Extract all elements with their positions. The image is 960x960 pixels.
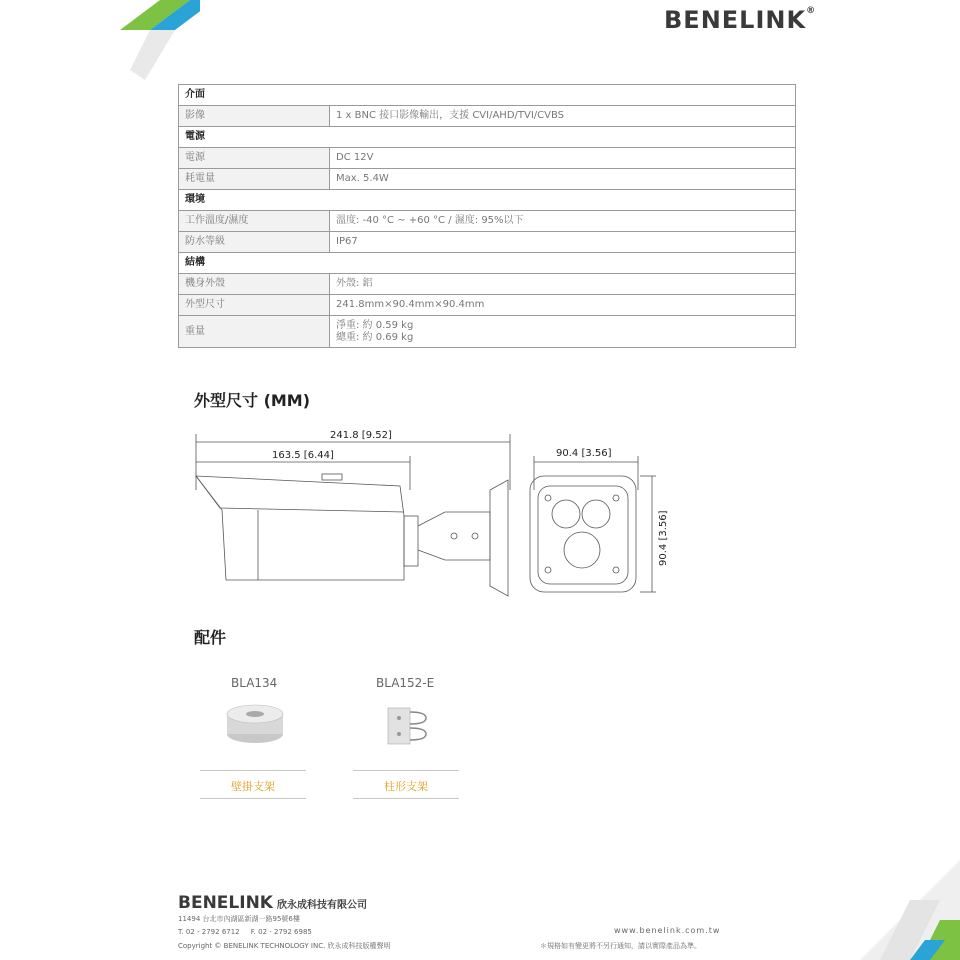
spec-key: 重量 (179, 316, 330, 348)
width-label: 90.4 [3.56] (556, 448, 612, 459)
accessory-name: 壁掛支架 (231, 780, 275, 793)
wall-mount-bracket-image (222, 700, 288, 746)
spec-key: 電源 (179, 148, 330, 169)
corner-decoration-bottom (800, 860, 960, 960)
height-label: 90.4 [3.56] (658, 510, 669, 566)
spec-row (179, 274, 796, 295)
spec-key: 防水等級 (179, 232, 330, 253)
spec-row (179, 169, 796, 190)
spec-section-title: 電源 (179, 127, 796, 148)
corner-decoration-top (0, 0, 200, 80)
footer-website: www.benelink.com.tw (614, 926, 721, 935)
spec-section-row (179, 253, 796, 274)
divider (353, 798, 459, 799)
accessory-model: BLA134 (231, 676, 278, 690)
spec-section-title: 介面 (179, 85, 796, 106)
divider (353, 770, 459, 771)
dimension-drawing (190, 420, 690, 610)
spec-value: 241.8mm×90.4mm×90.4mm (330, 295, 796, 316)
gross-weight: 總重: 約 0.69 kg (336, 331, 414, 343)
spec-value (330, 316, 796, 348)
accessory-name: 柱形支架 (384, 780, 428, 793)
footer-copyright: Copyright © BENELINK TECHNOLOGY INC. 欣永成科技版權聲明 (178, 942, 391, 950)
footer-phone: T. 02 - 2792 6712 F. 02 - 2792 6985 (178, 928, 312, 936)
spec-row (179, 211, 796, 232)
spec-row (179, 232, 796, 253)
spec-key: 耗電量 (179, 169, 330, 190)
spec-key: 影像 (179, 106, 330, 127)
footer-logo: BENELINK 欣永成科技有限公司 (178, 893, 367, 913)
spec-section-row (179, 190, 796, 211)
accessories-heading: 配件 (194, 628, 227, 647)
spec-value: IP67 (330, 232, 796, 253)
spec-key: 外型尺寸 (179, 295, 330, 316)
spec-table (178, 84, 796, 348)
body-length-label: 163.5 [6.44] (272, 450, 334, 461)
total-length-label: 241.8 [9.52] (330, 430, 392, 441)
pole-mount-bracket-image (382, 704, 428, 748)
spec-section-row (179, 127, 796, 148)
spec-value: 1 x BNC 接口影像輸出，支援 CVI/AHD/TVI/CVBS (330, 106, 796, 127)
spec-section-title: 環境 (179, 190, 796, 211)
spec-row (179, 148, 796, 169)
accessory-model: BLA152-E (376, 676, 435, 690)
spec-value: 外殼: 鋁 (330, 274, 796, 295)
spec-value: DC 12V (330, 148, 796, 169)
spec-value: 溫度: -40 °C ~ +60 °C / 濕度: 95%以下 (330, 211, 796, 232)
footer-address: 11494 台北市內湖區新湖一路95號6樓 (178, 915, 300, 923)
footer-notice: ＊規格如有變更將不另行通知，請以實際產品為準。 (540, 942, 701, 950)
spec-key: 工作溫度/濕度 (179, 211, 330, 232)
brand-logo: BENELINK® (664, 6, 817, 34)
divider (200, 798, 306, 799)
spec-key: 機身外殼 (179, 274, 330, 295)
spec-row-weight (179, 316, 796, 348)
net-weight: 淨重: 約 0.59 kg (336, 319, 414, 331)
dimensions-heading: 外型尺寸 (MM) (194, 391, 311, 410)
spec-section-row (179, 85, 796, 106)
spec-row (179, 295, 796, 316)
spec-section-title: 結構 (179, 253, 796, 274)
spec-row (179, 106, 796, 127)
divider (200, 770, 306, 771)
spec-value: Max. 5.4W (330, 169, 796, 190)
